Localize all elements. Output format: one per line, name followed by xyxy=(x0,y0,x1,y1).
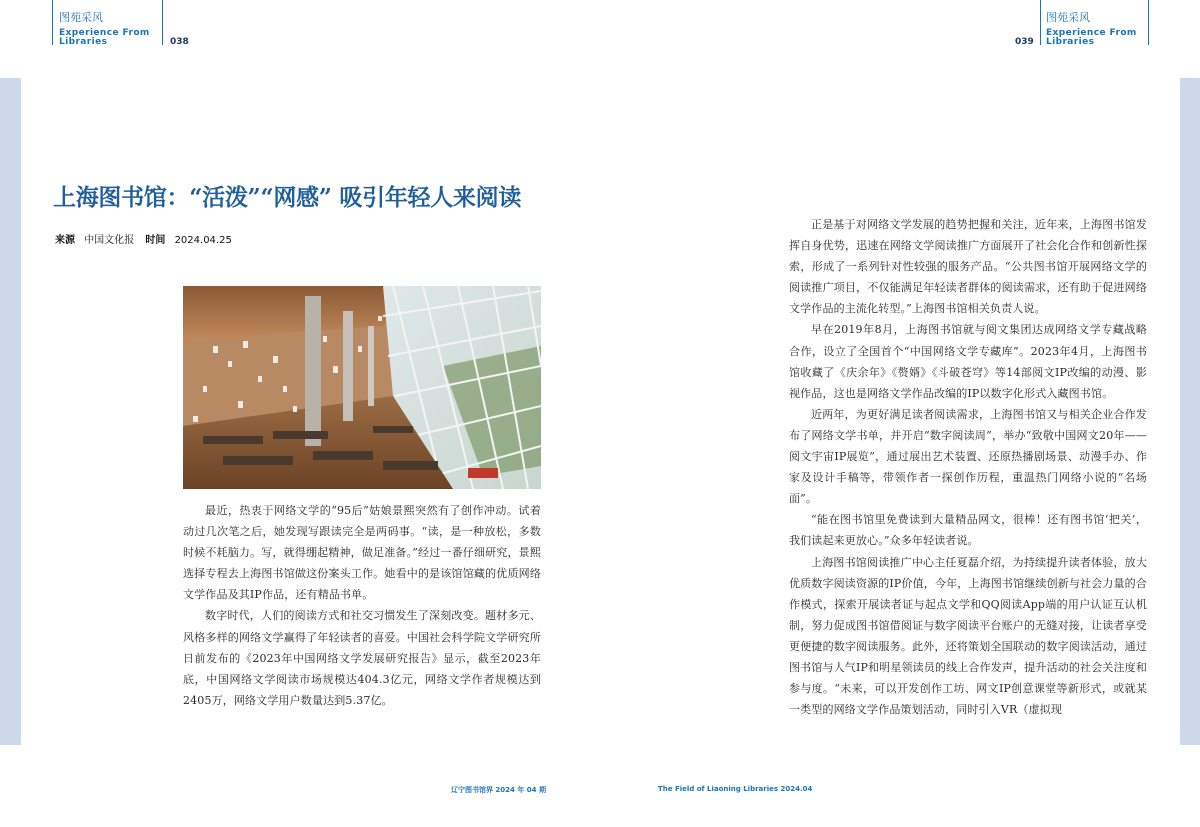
right-side-bar xyxy=(1180,78,1200,745)
right-paragraph-2: 早在2019年8月，上海图书馆就与阅文集团达成网络文学专藏战略合作，设立了全国首个“中国网络文学专藏库”。2023年4月，上海图书馆收藏了《庆余年》《赘婿》《斗破苍穹》等14部阅文IP改编的动漫、影视作品，这也是网络文学作品改编的IP以数字化形式入藏图书馆。 xyxy=(789,323,1147,400)
left-paragraph-1: 最近，热衷于网络文学的“95后”姑娘景熙突然有了创作冲动。试着动过几次笔之后，她发现写跟读完全是两码事。“读，是一种放松，多数时候不耗脑力。写，就得绷起精神，做足准备。”经过一番仔细研究，景熙选择专程去上海图书馆做这份案头工作。她看中的是该馆馆藏的优质网络文学作品及其IP作品，还有精品书单。 xyxy=(183,504,541,602)
header-right-section-cn: 图苑采风 xyxy=(1046,11,1090,24)
time-label: 时间 xyxy=(145,235,166,246)
right-column xyxy=(789,214,1147,720)
header-left-section-en-1: Experience From xyxy=(59,28,150,38)
footer-left: 辽宁图书馆界 2024 年 04 期 xyxy=(451,786,546,794)
header-left-page-number: 038 xyxy=(170,37,189,47)
article-headline: 上海图书馆：“活泼”“网感” 吸引年轻人来阅读 xyxy=(53,184,522,211)
header-right-divider-1 xyxy=(1040,0,1041,45)
header-right xyxy=(1010,11,1150,51)
left-column xyxy=(183,500,541,711)
library-photo xyxy=(183,286,541,489)
header-right-section-en-2: Libraries xyxy=(1046,37,1095,47)
time-value: 2024.04.25 xyxy=(174,235,232,246)
header-left-divider-1 xyxy=(52,0,53,45)
header-left-section-cn: 图苑采风 xyxy=(59,11,103,24)
source-value: 中国文化报 xyxy=(84,235,135,246)
right-paragraph-5: 上海图书馆阅读推广中心主任夏磊介绍，为持续提升读者体验，放大优质数字阅读资源的IP价值，今年，上海图书馆继续创新与社会力量的合作模式，探索开展读者证与起点文学和QQ阅读App端的用户认证互认机制，努力促成图书馆借阅证与数字阅读平台账户的无缝对接，让读者享受更便捷的数字阅读服务。此外，还将策划全国联动的数字阅读活动，通过图书馆与人气IP和明星领读员的线上合作发声，提升活动的社会关注度和参与度。“未来，可以开发创作工坊、网文IP创意课堂等新形式，或就某一类型的网络文学作品策划活动，同时引入VR（虚拟现 xyxy=(789,555,1147,717)
source-label: 来源 xyxy=(55,235,75,246)
header-left xyxy=(59,11,199,51)
header-right-page-number: 039 xyxy=(1015,37,1034,47)
left-paragraph-2: 数字时代，人们的阅读方式和社交习惯发生了深刻改变。题材多元、风格多样的网络文学赢得了年轻读者的喜爱。中国社会科学院文学研究所日前发布的《2023年中国网络文学发展研究报告》显示，截至2023年底，中国网络文学阅读市场规模达404.3亿元，网络文学作者规模达到2405万，网络文学用户数量达到5.37亿。 xyxy=(183,609,541,707)
header-left-section-en-2: Libraries xyxy=(59,37,108,47)
article-meta xyxy=(55,231,232,246)
right-paragraph-1: 正是基于对网络文学发展的趋势把握和关注，近年来，上海图书馆发挥自身优势，迅速在网络文学阅读推广方面展开了社会化合作和创新性探索，形成了一系列针对性较强的服务产品。“公共图书馆开展网络文学的阅读推广项目，不仅能满足年轻读者群体的阅读需求，还有助于促进网络文学作品的主流化转型。”上海图书馆相关负责人说。 xyxy=(789,218,1147,316)
left-side-bar xyxy=(0,78,21,745)
right-paragraph-3: 近两年，为更好满足读者阅读需求，上海图书馆又与相关企业合作发布了网络文学书单，并开启“数字阅读周”，举办“致敬中国网文20年——阅文宇宙IP展览”，通过展出艺术装置、还原热播剧场景、动漫手办、作家及设计手稿等，带领作者一探创作历程，重温热门网络小说的“名场面”。 xyxy=(789,407,1147,506)
right-paragraph-4: “能在图书馆里免费读到大量精品网文，很棒！还有图书馆‘把关’，我们读起来更放心。”众多年轻读者说。 xyxy=(789,513,1147,548)
header-left-divider-2 xyxy=(162,0,163,45)
header-right-section-en-1: Experience From xyxy=(1046,28,1137,38)
header-right-divider-2 xyxy=(1148,0,1149,45)
library-reading-hall-icon xyxy=(183,286,541,489)
footer-right: The Field of Liaoning Libraries 2024.04 xyxy=(658,785,813,793)
